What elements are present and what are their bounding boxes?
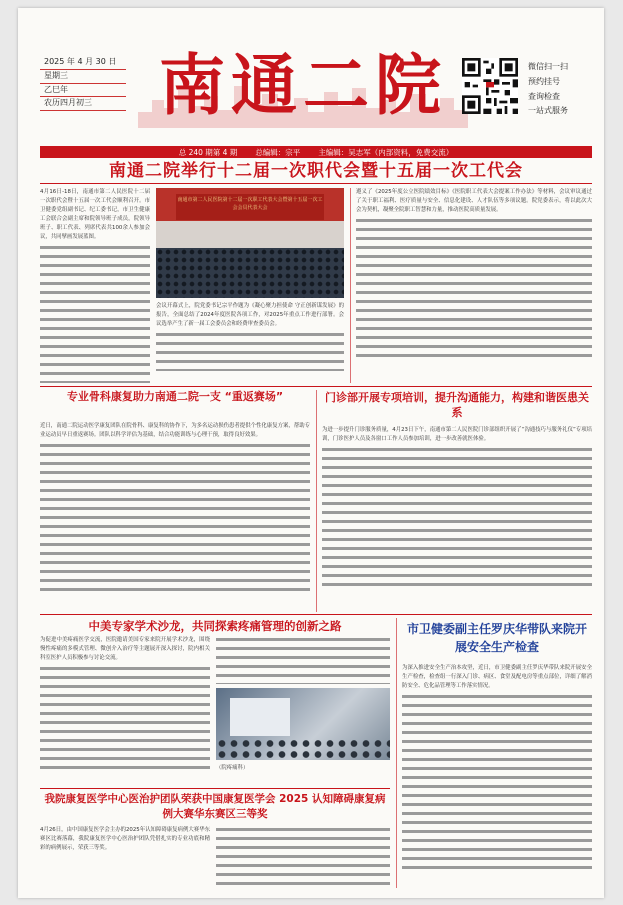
section-3-credit-text: （院疼痛科） [216,765,249,771]
photo-crowd [156,248,344,298]
section-divider-2 [396,618,397,888]
section-3-text: 为促进中美疼痛医学交流，医院邀请美国专家来院开展学术沙龙，围绕慢性疼痛的多模式管理、微创介入治疗等主题展开深入探讨，院内相关科室医护人员积极参与讨论交流。 [40,637,210,661]
chief-editor: 总编辑：宗平 [255,147,301,157]
photo-banner: 南通市第二人民医院第十二届一次职工代表大会暨第十五届一次工会会员代表大会 [176,194,324,220]
qr-code [462,56,518,116]
qr-caption-booking: 预约挂号 [528,76,560,86]
lead-mid-filler [156,331,344,371]
section-2-filler [322,446,592,592]
section-4-text: 为深入推进安全生产治本攻坚，近日，市卫健委副主任罗庆华带队来院开展安全生产检查，检查组一行深入门诊、病区、食堂及配电房等重点部位，详细了解消防安全、危化品管理等工作落实情况。 [402,665,592,689]
section-5-title: 我院康复医学中心医治护团队荣获中国康复医学会 2025 认知障碍康复病例大赛华东赛区三等奖 [44,793,386,820]
section-3-body-right [216,636,390,684]
editor: 主编辑：吴志军（内部资料，免费交流） [318,147,454,157]
section-3-filler-left [40,665,210,775]
section-4-body [402,664,592,888]
masthead-title: 南通二院 [159,46,447,124]
section-2-text: 为进一步提升门诊服务质量，4月23日下午，南通市第二人民医院门诊部组织开展了“沟通技巧与服务礼仪”专项培训，门诊医护人员及各窗口工作人员参加培训，进一步改善就医体验。 [322,427,592,442]
section-3-body-left [40,636,210,786]
lead-headline: 南通二院举行十二届一次职代会暨十五届一次工代会 [109,161,523,181]
qr-caption-scan: 微信扫一扫 [528,62,568,71]
lead-right-text: 遵义了《2025年度公立医院绩效目标》《医院职工代表大会提案工作办法》等材料，会议审议通过了关于职工福利、医疗质量与安全、信息化建设、人才队伍等多项议题。院党委表示，将以此次大会为契机，凝聚全院职工智慧和力量，推动医院高质量发展。 [356,189,592,213]
lead-left-column [40,188,150,383]
headline-rule [40,183,592,184]
qr-caption-results: 查询检查 [528,91,560,101]
section-5-body-right [216,826,390,888]
issue-info-bar [40,146,592,158]
section-4-filler [402,693,592,873]
lead-left-filler [40,244,150,383]
lead-divider [350,188,351,383]
section-1-body [40,422,310,612]
issue-number: 总 240 期第 4 期 [178,147,238,157]
section-5-body-left [40,826,210,888]
newspaper-page [18,8,604,898]
date-box [40,56,126,134]
salon-screen [230,698,290,736]
lead-mid-column [156,302,344,382]
section-2-title: 门诊部开展专项培训，提升沟通能力，构建和谐医患关系 [325,391,589,419]
section-rule-3 [40,788,390,789]
section-1-title: 专业骨科康复助力南通二院一支 “重返赛场” [66,390,284,403]
section-3-title: 中美专家学术沙龙，共同探索疼痛管理的创新之路 [88,619,342,633]
issue-date: 2025 年 4 月 30 日 [40,56,126,70]
ganzhi-year: 乙巳年 [40,84,126,98]
qr-caption-service: 一站式服务 [528,106,568,116]
section-1-filler [40,442,310,592]
academic-salon-photo [216,688,390,760]
salon-audience [216,738,390,760]
lead-mid-text: 会议开幕式上，院党委书记宗平作题为《凝心聚力担使命 守正创新谋发展》的报告，全面总结了2024年度医院各项工作，对2025年重点工作进行部署。会议选举产生了新一届工会委员会和经费审查委员会。 [156,303,344,327]
lead-right-column [356,188,592,383]
section-5-text: 4月26日，由中国康复医学会主办的2025年认知障碍康复病例大赛华东赛区比赛落幕，我院康复医学中心医治护团队凭借扎实的专业功底和精彩的病例展示，荣获三等奖。 [40,827,210,851]
section-3-credit [216,764,390,786]
qr-captions [528,60,568,119]
section-4-title: 市卫健委副主任罗庆华带队来院开展安全生产检查 [406,622,587,654]
conference-photo [156,188,344,298]
lunar-date: 农历四月初三 [40,97,126,111]
lead-right-filler [356,217,592,357]
section-1-text: 近日，南通二院运动医学康复团队在院骨科、康复科的协作下，为多名运动损伤患者提供个性化康复方案，帮助专业运动员早日重返赛场。团队以科学评估为基础，结合功能训练与心理干预，取得良好效果。 [40,423,310,438]
weekday: 星期三 [40,70,126,84]
section-rule-2 [40,614,592,615]
section-rule-1 [40,386,592,387]
section-divider-1 [316,390,317,612]
lead-left-text: 4月16日-18日，南通市第二人民医院十二届一次职代会暨十五届一次工代会顺利召开。市卫健委党组副书记、纪工委书记，市卫生健康工会联合会副主席和院领导班子成员，院领导班子、职工代表、列席代表共100余人参加会议，共同擘画发展蓝图。 [40,189,150,240]
section-2-body [322,426,592,612]
